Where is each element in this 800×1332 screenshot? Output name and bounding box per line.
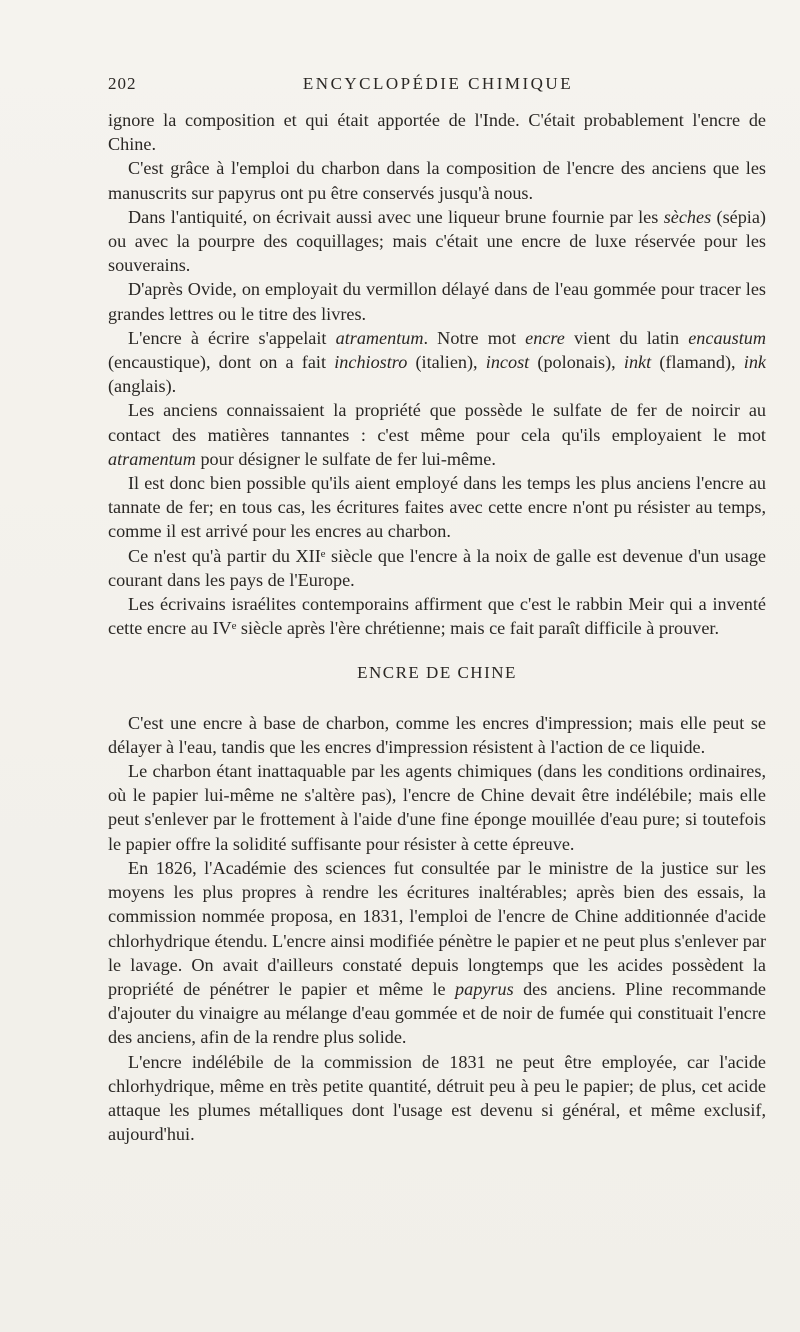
paragraph-antiquite: Dans l'antiquité, on écrivait aussi avec une liqueur brune fournie par les sèches (sépia) ou avec la pourpre des coquillages; mais c'était une encre de luxe réservée pour les souverains. — [108, 206, 766, 276]
paragraph-ovide: D'après Ovide, on employait du vermillon délayé dans de l'eau gommée pour tracer les grandes lettres ou le titre des livres. — [108, 279, 766, 324]
paragraph-encre-indelebile: L'encre indélébile de la commission de 1831 ne peut être employée, car l'acide chlorhydrique, même en très petite quantité, détruit peu à peu le papier; de plus, cet acide attaque les plumes métalliques dont l'usage est devenu si général, et même exclusif, aujourd'hui. — [108, 1051, 766, 1145]
body-text — [108, 108, 766, 1146]
paragraph-charbon-papyrus: C'est grâce à l'emploi du charbon dans la composition de l'encre des anciens que les manuscrits sur papyrus ont pu être conservés jusqu'à nous. — [108, 158, 766, 203]
paragraph-atramentum: L'encre à écrire s'appelait atramentum. Notre mot encre vient du latin encaustum (encaustique), dont on a fait inchiostro (italien), incost (polonais), inkt (flamand), ink (anglais). — [108, 327, 767, 397]
paragraph-tannate: Il est donc bien possible qu'ils aient employé dans les temps les plus anciens l'encre au tannate de fer; en tous cas, les écritures faites avec cette encre n'ont pu résister au temps, comme il est arrivé pour les encres au charbon. — [108, 473, 766, 542]
paragraph-continued: ignore la composition et qui était apportée de l'Inde. C'était probablement l'encre de Chine. — [108, 110, 766, 155]
paragraph-academie-1826: En 1826, l'Académie des sciences fut consultée par le ministre de la justice sur les moyens les plus propres à rendre les écritures inaltérables; après bien des essais, la commission nommée proposa, en 1831, l'emploi de l'encre de Chine additionnée d'acide chlorhydrique étendu. L'encre ainsi modifiée pénètre le papier et ne peut plus s'enlever par le lavage. On avait d'ailleurs constaté depuis longtemps que les acides possèdent la propriété de pénétrer le papier et même le papyrus des anciens. Pline recommande d'ajouter du vinaigre au mélange d'eau gommée et de noir de fumée qui constituait l'encre des anciens, afin de la rendre plus solide. — [108, 857, 767, 1048]
paragraph-noix-galle: Ce n'est qu'à partir du XIIᵉ siècle que l'encre à la noix de galle est devenue d'un usage courant dans les pays de l'Europe. — [108, 545, 766, 590]
paragraph-rabbin-meir: Les écrivains israélites contemporains affirment que c'est le rabbin Meir qui a inventé cette encre au IVᵉ siècle après l'ère chrétienne; mais ce fait paraît difficile à prouver. — [108, 594, 766, 639]
page-number: 202 — [108, 74, 137, 93]
paragraph-sulfate-fer: Les anciens connaissaient la propriété que possède le sulfate de fer de noircir au contact des matières tannantes : c'est même pour cela qu'ils employaient le mot atramentum pour désigner le sulfate de fer lui-même. — [108, 400, 766, 469]
paragraph-charbon-inattaquable: Le charbon étant inattaquable par les agents chimiques (dans les conditions ordinaires, où le papier lui-même ne s'altère pas), l'encre de Chine devait être indélébile; mais elle peut s'enlever par le frottement à l'aide d'une fine éponge mouillée d'eau pure; si toutefois le papier offre la solidité suffisante pour résister à cette épreuve. — [108, 761, 766, 854]
section-title: ENCRE DE CHINE — [357, 663, 517, 683]
paragraph-encre-chine-base: C'est une encre à base de charbon, comme les encres d'impression; mais elle peut se délayer à l'eau, tandis que les encres d'impression résistent à l'action de ce liquide. — [108, 712, 766, 757]
running-title: ENCYCLOPÉDIE CHIMIQUE — [302, 74, 574, 93]
page-header — [108, 74, 768, 98]
